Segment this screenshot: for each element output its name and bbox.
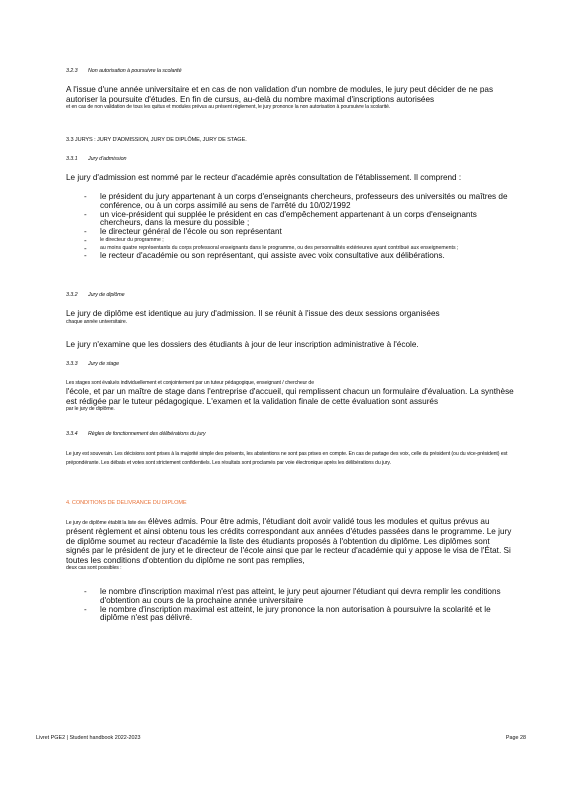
diploma-conditions-list (84, 588, 514, 623)
paragraph-3-3-4: Le jury est souverain. Les décisions sont prises à la majorité simple des présents, les abstentions ne sont pas prises en compte. En cas de partage des voix, celle du président (ou du vice-président) est prépondérante. Les débats et votes sont strictement confidentiels. Les résultats sont proclamés par voie électronique après les délibérations du jury. (66, 451, 508, 466)
heading-number: 3.3.4 (66, 431, 78, 437)
heading-number: 3.2.3 (66, 68, 78, 74)
paragraph-small-text: par le jury de diplôme. (66, 406, 115, 413)
heading-title: Non autorisation à poursuivre la scolarité (88, 68, 182, 74)
heading-title: Règles de fonctionnement des délibérations du jury (88, 431, 206, 437)
paragraph-3-2-3 (66, 85, 514, 111)
page-footer (36, 735, 526, 741)
paragraph-3-3-1: Le jury d'admission est nommé par le recteur d'académie après consultation de l'établissement. Il comprend : (66, 173, 462, 182)
heading-title: Jury de diplôme (88, 292, 125, 298)
list-item: - le nombre d'inscription maximal est atteint, le jury prononce la non autorisation à poursuivre la scolarité et le diplôme n'est pas délivré. (84, 606, 514, 624)
paragraph-text: Le jury de diplôme est identique au jury d'admission. Il se réunit à l'issue des deux sessions organisées (66, 309, 440, 318)
paragraph-4 (66, 517, 514, 572)
heading-3-3: 3.3 JURYS : JURY D'ADMISSION, JURY DE DIPLÔME, JURY DE STAGE. (66, 137, 247, 143)
paragraph-3-3-2-b: Le jury n'examine que les dossiers des étudiants à jour de leur inscription administrative à l'école. (66, 340, 419, 349)
list-item: - le recteur d'académie ou son représentant, qui assiste avec voix consultative aux délibérations. (84, 252, 514, 261)
paragraph-text: A l'issue d'une année universitaire et en cas de non validation d'un nombre de modules, le jury peut décider de ne pas autoriser la poursuite d'études. En fin de cursus, au-delà du nombre maximal d'inscriptions autorisées (66, 85, 494, 104)
paragraph-3-3-2 (66, 309, 514, 326)
heading-number: 3.3.3 (66, 361, 78, 367)
heading-3-2-3 (66, 68, 181, 74)
list-item: - le président du jury appartenant à un corps d'enseignants chercheurs, professeurs des universités ou maîtres de conférence, ou à un corps assimilé au sens de l'arrêté du 10/02/1992 (84, 193, 514, 211)
heading-title: Jury de stage (88, 361, 120, 367)
heading-3-3-1 (66, 156, 126, 162)
list-item: - un vice-président qui supplée le président en cas d'empêchement appartenant à un corps d'enseignants chercheurs, dans la mesure du possible ; (84, 211, 514, 229)
heading-number: 3.3.2 (66, 292, 78, 298)
heading-3-3-2 (66, 292, 125, 298)
heading-3-3-4 (66, 431, 206, 437)
paragraph-small-text: deux cas sont possibles : (66, 565, 122, 572)
page-number: Page 28 (505, 735, 526, 741)
paragraph-text: l'école, et par un maître de stage dans l'entreprise d'accueil, qui remplissent chacun un formulaire d'évaluation. La synthèse est rédigée par le tuteur pédagogique. L'examen et la validation finale de cette évaluation sont assurés (66, 387, 514, 406)
heading-3-3-3 (66, 361, 119, 367)
list-item: - le nombre d'inscription maximal n'est pas atteint, le jury peut ajourner l'étudiant qui devra remplir les conditions d'obtention au cours de la prochaine année universitaire (84, 588, 514, 606)
heading-number: 3.3.1 (66, 156, 78, 162)
list-item: - au moins quatre représentants du corps professoral enseignants dans le programme, ou des personnalités extérieures ayant contribué aux enseignements ; (84, 245, 514, 253)
paragraph-text: élèves admis. Pour être admis, l'étudiant doit avoir validé tous les modules et quitus prévus au présent règlement et ainsi obtenu tous les crédits correspondant aux années d'études passées dans le programme. Le jury de diplôme soumet au recteur d'académie la liste des étudiants proposés à l'obtention du diplôme. Les diplômes sont signés par le président de jury et le directeur de l'école ainsi que par le recteur d'académie qui y appose le visa de l'État. Si toutes les conditions d'obtention du diplôme ne sont pas remplies, (66, 517, 512, 565)
paragraph-small-text: et en cas de non validation de tous les quitus et modules prévus au présent règlement, le jury prononce la non autorisation à poursuivre la scolarité. (66, 104, 391, 111)
list-item: - le directeur général de l'école ou son représentant (84, 228, 514, 237)
paragraph-small-text: chaque année universitaire. (66, 318, 128, 325)
paragraph-small-text: Le jury de diplôme établit la liste des (66, 520, 146, 526)
paragraph-small-text: Les stages sont évalués individuellement et conjointement par un tuteur pédagogique, enseignant / chercheur de (66, 380, 314, 386)
footer-handbook-label: Livret PGE2 | Student handbook 2022-2023 (36, 735, 141, 741)
paragraph-3-3-3 (66, 380, 514, 413)
list-item: - le directeur du programme ; (84, 237, 514, 245)
heading-title: Jury d'admission (88, 156, 127, 162)
jury-admission-list (84, 193, 514, 261)
heading-4: 4. CONDITIONS DE DELIVRANCE DU DIPLOME (66, 500, 187, 506)
